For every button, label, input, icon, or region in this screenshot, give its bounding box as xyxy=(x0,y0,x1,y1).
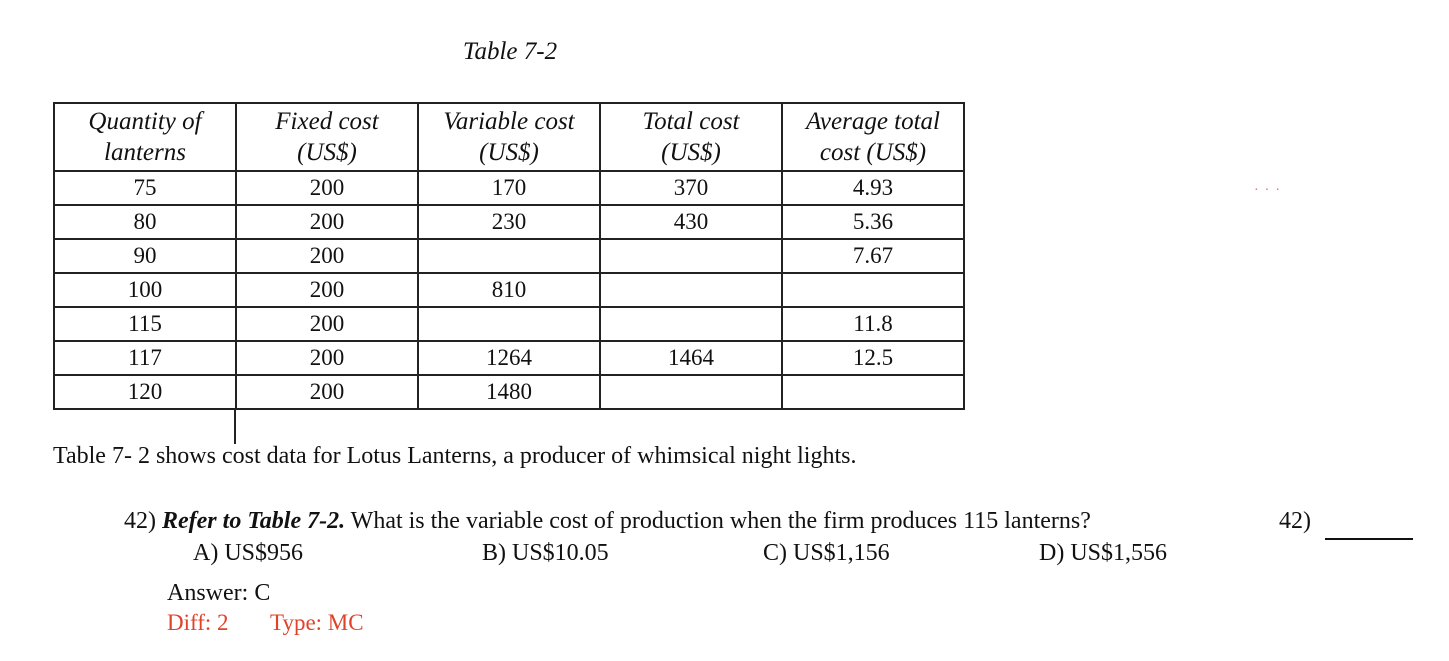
table-cell: 170 xyxy=(418,171,600,205)
choice-c: C) US$1,156 xyxy=(763,540,890,566)
column-header-line: (US$) xyxy=(297,139,357,166)
table-cell: 4.93 xyxy=(782,171,964,205)
table-cell: 370 xyxy=(600,171,782,205)
table-cell: 200 xyxy=(236,205,418,239)
type-label: Type: MC xyxy=(270,610,364,635)
table-row xyxy=(54,375,964,409)
table-cell: 1480 xyxy=(418,375,600,409)
difficulty-label: Diff: 2 xyxy=(167,610,229,635)
column-header-line: Total cost xyxy=(642,108,740,135)
table-cell xyxy=(418,307,600,341)
table-cell: 117 xyxy=(54,341,236,375)
column-header-line: (US$) xyxy=(479,139,539,166)
question-number: 42) xyxy=(124,508,156,534)
table-row xyxy=(54,171,964,205)
column-header-line: Quantity of xyxy=(88,108,202,135)
table-cell: 200 xyxy=(236,273,418,307)
choice-d: D) US$1,556 xyxy=(1039,540,1168,566)
table-cell: 1464 xyxy=(600,341,782,375)
column-header-line: cost (US$) xyxy=(819,139,927,166)
table-cell xyxy=(600,239,782,273)
table-row xyxy=(54,307,964,341)
table-cell: 200 xyxy=(236,171,418,205)
table-cell: 230 xyxy=(418,205,600,239)
table-cell: 11.8 xyxy=(782,307,964,341)
table-cell xyxy=(782,273,964,307)
table-cell: 12.5 xyxy=(782,341,964,375)
table-caption: Table 7- 2 shows cost data for Lotus Lanterns, a producer of whimsical night lights. xyxy=(53,443,857,469)
table-cell: 430 xyxy=(600,205,782,239)
table-cell: 75 xyxy=(54,171,236,205)
table-cell xyxy=(600,307,782,341)
column-header xyxy=(54,103,236,171)
answer-blank-line xyxy=(1325,538,1413,540)
table-cell xyxy=(600,375,782,409)
answer-value: C xyxy=(254,580,271,606)
column-header xyxy=(418,103,600,171)
column-header-line: Variable cost xyxy=(443,108,575,135)
table-header xyxy=(54,103,964,171)
table-cell: 80 xyxy=(54,205,236,239)
table-cell: 1264 xyxy=(418,341,600,375)
answer-line xyxy=(167,580,270,607)
column-header-line: Fixed cost xyxy=(275,108,379,135)
table-cell: 90 xyxy=(54,239,236,273)
choice-b: B) US$10.05 xyxy=(482,540,609,566)
table-row xyxy=(54,239,964,273)
column-header-line: Average total xyxy=(806,108,940,135)
column-header xyxy=(782,103,964,171)
table-cell: 200 xyxy=(236,239,418,273)
answer-slot-number: 42) xyxy=(1279,508,1311,534)
choice-a: A) US$956 xyxy=(193,540,304,566)
table-cell: 100 xyxy=(54,273,236,307)
question-body: What is the variable cost of production when the firm produces 115 lanterns? xyxy=(345,508,1091,534)
table-cell: 115 xyxy=(54,307,236,341)
table-row xyxy=(54,273,964,307)
stray-marks: ··· xyxy=(1254,183,1286,198)
divider xyxy=(234,410,236,444)
table-cell: 5.36 xyxy=(782,205,964,239)
table-row xyxy=(54,341,964,375)
table-title: Table 7-2 xyxy=(462,38,558,65)
cost-table xyxy=(53,102,965,410)
table-cell: 7.67 xyxy=(782,239,964,273)
table-row xyxy=(54,205,964,239)
table-body xyxy=(54,171,964,409)
table-cell xyxy=(418,239,600,273)
column-header xyxy=(600,103,782,171)
column-header-line: (US$) xyxy=(661,139,721,166)
table-cell: 200 xyxy=(236,375,418,409)
column-header xyxy=(236,103,418,171)
answer-label: Answer: xyxy=(167,580,249,606)
table-cell: 120 xyxy=(54,375,236,409)
table-cell: 200 xyxy=(236,341,418,375)
question-text xyxy=(124,508,1091,535)
question-reference: Refer to Table 7-2. xyxy=(162,508,346,534)
column-header-line: lanterns xyxy=(104,139,186,166)
table-cell xyxy=(600,273,782,307)
table-cell xyxy=(782,375,964,409)
table-cell: 200 xyxy=(236,307,418,341)
table-cell: 810 xyxy=(418,273,600,307)
